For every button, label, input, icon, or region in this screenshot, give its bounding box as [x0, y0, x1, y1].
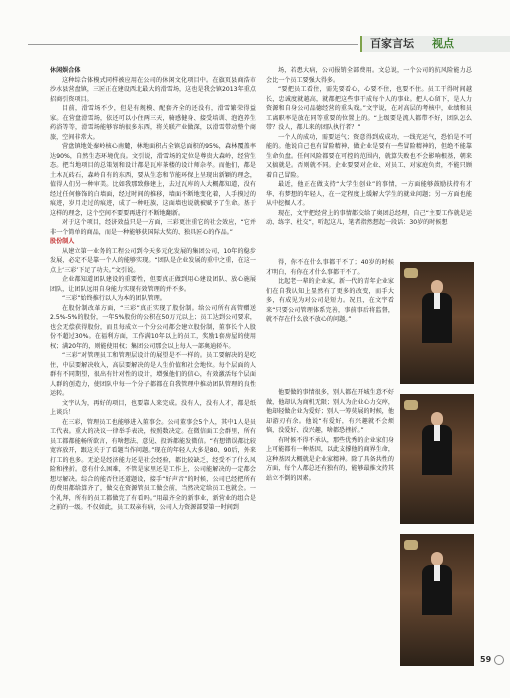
paragraph: 这种综合体模式同样被应用在公司的休闲文化项目中。在旗页县商浩市沙水县营盘镇，三匠正在建设西北最大的滑雪场，这也是我会镇2013年重点招商引资项目。 [50, 76, 256, 103]
paragraph: “三彩”对管理员工和管理层设计的展望是不一样的。员工要解决的是吃住，中层要解决收入，高层要解决的是人生价值和社会地位。每个层面的人群有不同期望，很出有针对性的设计，增强他们的信心，有效激活每个层面人群的创造力，使团队中每一个分子都都在自我管理中推动团队管理的良性运转。 [50, 352, 256, 397]
section-name: 百家言坛 [370, 37, 414, 50]
column-right-block-3 [266, 388, 394, 483]
page-number: 59 [480, 655, 492, 664]
person-figure [422, 280, 452, 340]
paragraph: 最近，他正在做支持“大学生创业”的事情，一方面能够鼓励扶持有才华、有梦想的年轻人，在一定程度上缓解大学生的就业问题；另一方面也能从中挖掘人才。 [266, 181, 472, 207]
subheading: 股份制人 [50, 238, 75, 245]
subheading: 休闲娱合体 [50, 67, 81, 74]
paragraph: 从建立第一业务的工程公司到今天多元化发展的集团公司，10年的稳步发展，必定不是靠一个人的能够实现。“团队是企业发展的重中之重，在这一点上‘三彩’下足了功夫。”文引说。 [50, 247, 256, 274]
lamp-icon [404, 268, 418, 278]
page-marker-icon [494, 655, 504, 665]
column-left [50, 66, 256, 513]
paragraph: 场，若患大病，公司报销全部费用。文总说，一个公司的抗风险能力总会比一个员工要强大得多。 [266, 67, 472, 84]
paragraph: 得，你不在什么事都干不了；40岁的时候才明白，有你在才什么事都干不了。 [266, 259, 394, 276]
paragraph: 在股份制改革方面，“三彩”真正实现了股份制。给公司所有高管赠送2.5%-5%的股份，一年5%股份的公积在50万元以上；员工达到公司要求，也会无偿获得股份，而且每成立一个分公司都会建立股份制，董事长个人股份不超过30%。在福利方面，工作满10年以上的员工，奖励1套房屋的使用权；满20年的，则能使用权；集团公司那会以上每人一部奥迪轿车。 [50, 304, 256, 350]
paragraph: 对于这个项目，经济效益只是一方面，三彩更注重它的社会效应，“它并非一个简单的商品，而是一种能够获国际大奖的、独具匠心的作品。” [50, 219, 256, 236]
paragraph: 比起老一辈的企业家，新一代的青年企业家们在自我认知上显然有了更多的改变，而手大多，有成见为对公司是短力。况且，在文宇看来“只要公司管理体系完善，事前事后将监督，就不存在什么放不放心的问题。” [266, 278, 394, 323]
column-right-block-2 [266, 258, 394, 325]
page-header [0, 36, 510, 52]
person-figure [422, 552, 452, 612]
paragraph: 一个人的成功，需要运气；资意得到成成功，一线充运气，恐怕是不可能的。他说自己也有冒险精神，做企业是要有一些冒险精神的，但绝不能靠生命负盘。任何风险都要在可控的范围内，就算失败也不会影响根基，朝来又搞就是。否则就不同。企业要要对企业、对员工、对家庭负责，不能只顾着自己冒险。 [266, 133, 472, 179]
paragraph: 在三彩，管理员工也能够进入董事会。公司董事会5个人，其中1人是员工代表。重大的决议一律举手表决，按照数决定。在微信面工会群里，所有员工都都能畅所欲言，有啥想法、意见、投诉都能发微信。“有想错误都比较宽容放开，跟这关于了看题当作问题。”现在的年轻人大多是80、90后，外来打工的也多。无论是经济能力还是社会经验，都比较缺乏，经受不了什么风险和挫折。意有什么困难，不管是家里还是工作上，公司能解决的一定都会想尽解决。综合的能否往还道题设，接手“好声音”的时候，公司已经把所有的费用都给算齐了，做交在资源管员工做会前，当然决定给员工也就会。一个礼拜，所有的员工都做完了有看吗。”用最齐全的新事业，新营业的组合是之前的一级。不仅如此，员工双亲有病，公司人力资源部要第一时间到 [50, 418, 256, 511]
column-right-top [266, 66, 472, 228]
photo-interview-1 [400, 262, 474, 384]
paragraph: 有时候不得不承认，那些优秀的企业家们身上可能都有一种基因，以此支撑他的商界生命，这种基因大概就是企业家精神。除了具备共性的方面，每个人都总还有独有的，能够最推文持其站立不倒的因素。 [266, 436, 394, 482]
paragraph: 他要做的事情很多，别人都在开城生意不好做，他却认为商机无限；别人为企业心力交瘁，他却轻做企业为爱好；别人一筹莫展的时候，他却游刃有余。他说“有爱好，有兴趣就不会烦恼，没爱好、没兴趣，啥都恐挫折。” [266, 389, 394, 434]
section-label: 视点 [432, 37, 454, 50]
paragraph: 目前，滑雪场不少，但是有规模、配套齐全的还没有，滑雪繁荣得益家。在营盘滑雪场，依还可以小住两三天，骑感健身、接受培训、泡泡养生药浴等等，滑雪场能够容纳很多东西，将关联产业做深，以滑雪带动整个商旅，空间非常大。 [50, 105, 256, 141]
paragraph: 文宇认为，再好的项目，也要靠人来完成。没有人，没有人才，都是纸上谈兵！ [50, 399, 256, 416]
paragraph: 营盘镇地处秦岭核心南麓，林地面积占全镇总面积的95%，森林覆盖率达90%，自然生态环境优良。文引说，滑雪场的定位是尊贵大森岭，经营生态。把当地项目的总策划和设计都是瓦库茶楼的设计师杂孝。而他们，都是土木瓦砖石，森岭自有的东西，要从生态和节能环保上呈现出新颖的理念，值得人们另一种审美。比如我那致修建上，去过瓦库的人大概都知道，没有经过任何修饰的白墙面，经过时间的推移，墙面不断地变化着，人手摸过的痕迹，岁月走过的痕迹，成了一种旺族，这面墙也说就被赋予了生命。基于这样的理念，这个空间不要要再进行不断地翻新。 [50, 143, 256, 217]
photo-interview-3 [400, 534, 474, 666]
header-rule [28, 44, 358, 45]
lamp-icon [404, 400, 418, 410]
section-tab [360, 36, 510, 52]
paragraph: “三彩”始终推行以人为本的团队管理。 [62, 295, 166, 302]
paragraph: 企业都知道团队建设的重要性，但要真正做到用心建设团队、放心施展团队，让团队远用自身能力实现有效管理的并不多。 [50, 276, 256, 293]
paragraph: 现在，文宇把经营上的事情都交给了奥团总经理，自己“主要工作就是运动、练字、杜交”，听起这儿，笔者指然想起一段话：30岁的时候想 [266, 209, 472, 226]
paragraph: “要把员工看住，需先要看心，心要不住，也要不住。员工干得时间越长，忠诚度就越高，就都把这些事干成每个人的事业。把人心留下，是人力资源和自身公司品德经营的重头戏。”文宇说，在对高层的考核中，业绩和员工离职率是放在同等重要的位置上的。“上级要是流人都带不好，团队怎么带？没人，都儿来的团队执行者？” [266, 86, 472, 131]
person-figure [422, 412, 452, 472]
photo-interview-2 [400, 394, 474, 524]
lamp-icon [404, 540, 418, 550]
